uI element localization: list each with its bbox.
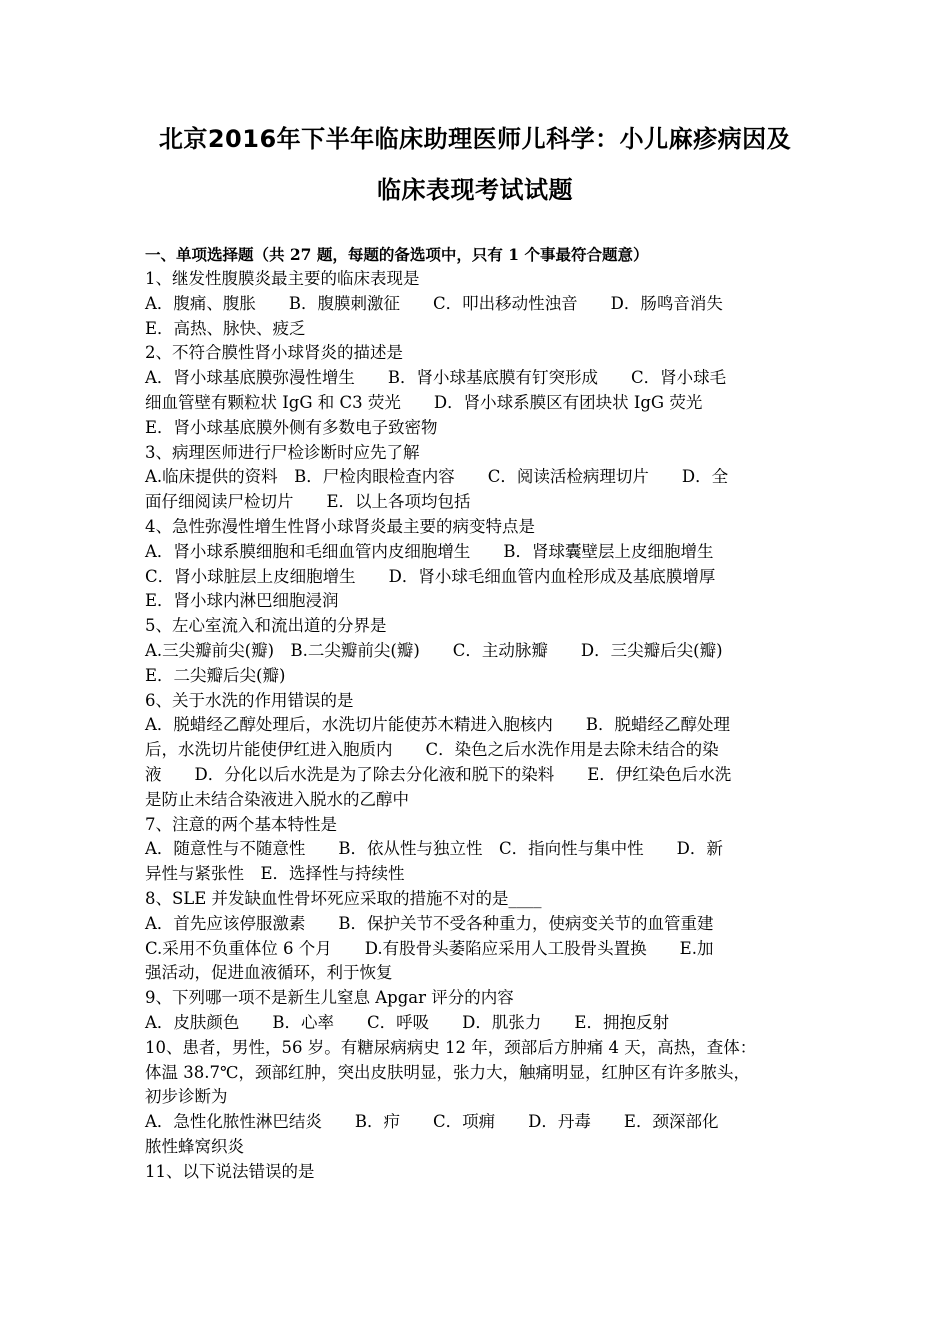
text-line: 强活动，促进血液循环，利于恢复 [145,963,393,983]
text-line: 4、急性弥漫性增生性肾小球肾炎最主要的病变特点是 [145,516,535,536]
text-line: 液 D．分化以后水洗是为了除去分化液和脱下的染料 E．伊红染色后水洗 [145,764,732,784]
text-line: A.三尖瓣前尖(瓣) B.二尖瓣前尖(瓣) C．主动脉瓣 D．三尖瓣后尖(瓣) [145,640,723,660]
text-line: 细血管壁有颗粒状 IgG 和 C3 荧光 D．肾小球系膜区有团块状 IgG 荧光 [145,392,703,412]
text-line: 7、注意的两个基本特性是 [145,814,337,834]
text-line: C．肾小球脏层上皮细胞增生 D．肾小球毛细血管内血栓形成及基底膜增厚 [145,566,716,586]
text-line: E．高热、脉快、疲乏 [145,318,306,338]
text-line: 6、关于水洗的作用错误的是 [145,690,354,710]
text-line: 10、患者，男性，56 岁。有糖尿病病史 12 年，颈部后方肿痛 4 天，高热，查体： [145,1037,757,1057]
text-line: 是防止未结合染液进入脱水的乙醇中 [145,789,409,809]
text-line: E．二尖瓣后尖(瓣) [145,665,286,685]
text-line: A．腹痛、腹胀 B．腹膜刺激征 C．叩出移动性浊音 D．肠鸣音消失 [145,293,723,313]
text-line: E．肾小球内淋巴细胞浸润 [145,591,339,611]
text-line: 面仔细阅读尸检切片 E．以上各项均包括 [145,492,471,512]
text-line: A．皮肤颜色 B．心率 C．呼吸 D．肌张力 E．拥抱反射 [145,1012,669,1032]
text-line: 8、SLE 并发缺血性骨坏死应采取的措施不对的是____ [145,888,542,908]
text-line: 1、继发性腹膜炎最主要的临床表现是 [145,269,420,288]
document-body [145,242,810,1184]
document-title-line-2: 临床表现考试试题 [377,176,573,204]
text-line: A.临床提供的资料 B．尸检肉眼检查内容 C．阅读活检病理切片 D．全 [145,467,729,487]
text-line: 5、左心室流入和流出道的分界是 [145,616,387,636]
text-line: A．首先应该停服激素 B．保护关节不受各种重力，使病变关节的血管重建 [145,913,714,933]
text-line: A．急性化脓性淋巴结炎 B．疖 C．项痈 D．丹毒 E．颈深部化 [145,1112,719,1132]
text-line: 异性与紧张性 E．选择性与持续性 [145,864,405,884]
text-line: 11、以下说法错误的是 [145,1161,315,1181]
document-title-line-1: 北京2016年下半年临床助理医师儿科学：小儿麻疹病因及 [158,125,792,153]
text-line: 体温 38.7℃，颈部红肿，突出皮肤明显，张力大，触痛明显，红肿区有许多脓头， [145,1062,750,1082]
text-line: A．随意性与不随意性 B．依从性与独立性 C．指向性与集中性 D．新 [145,839,723,859]
text-line: 后，水洗切片能使伊红进入胞质内 C．染色之后水洗作用是去除未结合的染 [145,740,719,760]
text-line: E．肾小球基底膜外侧有多数电子致密物 [145,417,438,437]
text-line: A．肾小球系膜细胞和毛细血管内皮细胞增生 B．肾球囊壁层上皮细胞增生 [145,541,714,561]
text-line: 3、病理医师进行尸检诊断时应先了解 [145,442,420,462]
text-line: 2、不符合膜性肾小球肾炎的描述是 [145,343,403,363]
text-line: 脓性蜂窝织炎 [145,1136,244,1156]
text-line: 9、下列哪一项不是新生儿窒息 Apgar 评分的内容 [145,988,514,1008]
text-line: A．脱蜡经乙醇处理后，水洗切片能使苏木精进入胞核内 B．脱蜡经乙醇处理 [145,715,731,735]
text-line: A．肾小球基底膜弥漫性增生 B．肾小球基底膜有钉突形成 C．肾小球毛 [145,368,727,388]
text-line: C.采用不负重体位 6 个月 D.有股骨头萎陷应采用人工股骨头置换 E.加 [145,938,714,958]
text-line: 初步诊断为 [145,1087,228,1107]
section-heading: 一、单项选择题（共 27 题，每题的备选项中，只有 1 个事最符合题意） [145,245,649,264]
